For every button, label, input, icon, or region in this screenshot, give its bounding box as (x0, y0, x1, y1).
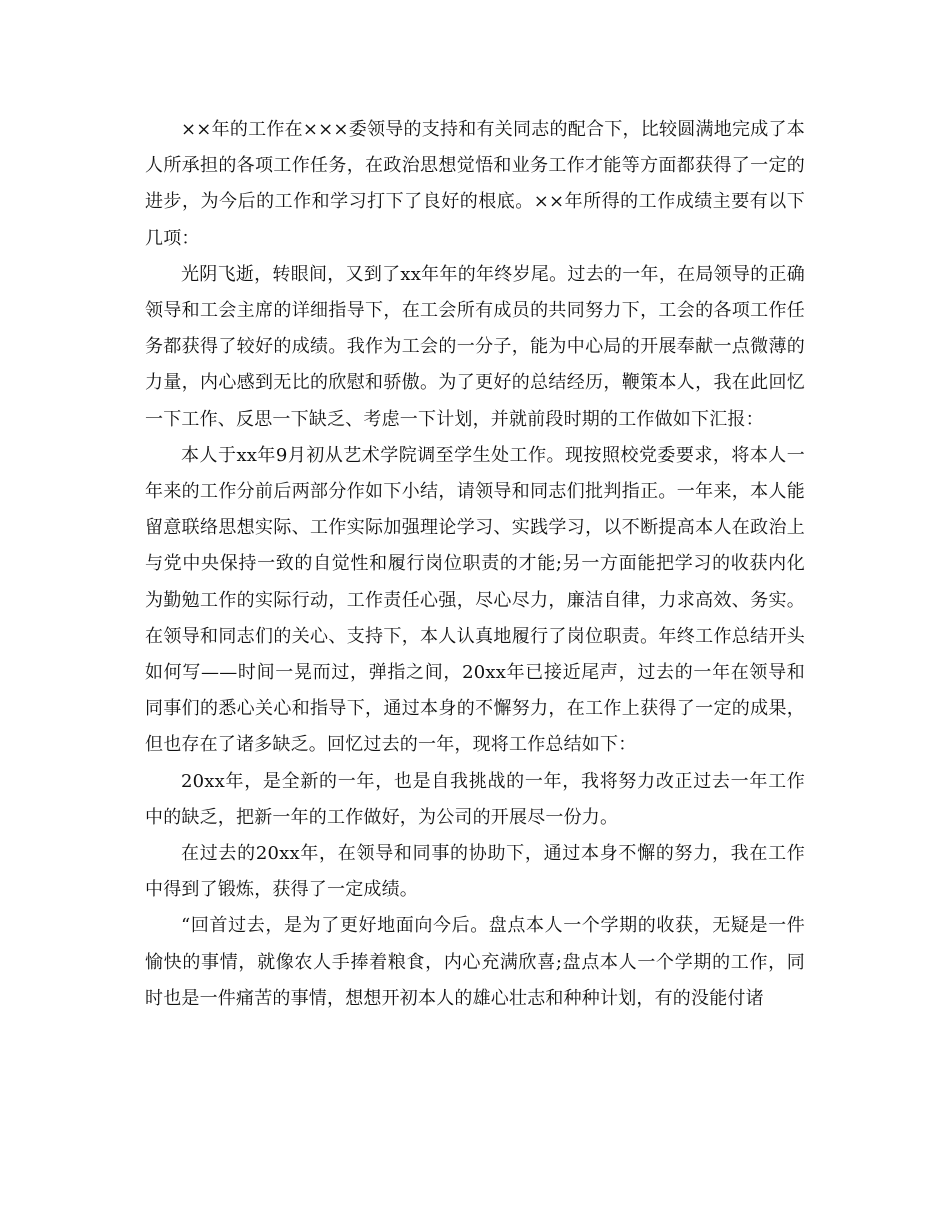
paragraph-2: 光阴飞逝，转眼间，又到了xx年年的年终岁尾。过去的一年，在局领导的正确领导和工会主席的详细指导下，在工会所有成员的共同努力下，工会的各项工作任务都获得了较好的成绩。我作为工会的一分子，能为中心局的开展奉献一点微薄的力量，内心感到无比的欣慰和骄傲。为了更好的总结经历，鞭策本人，我在此回忆一下工作、反思一下缺乏、考虑一下计划，并就前段时期的工作做如下汇报： (145, 263, 805, 430)
paragraph-1: ××年的工作在×××委领导的支持和有关同志的配合下，比较圆满地完成了本人所承担的各项工作任务，在政治思想觉悟和业务工作才能等方面都获得了一定的进步，为今后的工作和学习打下了良好的根底。××年所得的工作成绩主要有以下几项： (145, 119, 805, 249)
paragraph-4: 20xx年，是全新的一年，也是自我挑战的一年，我将努力改正过去一年工作中的缺乏，把新一年的工作做好，为公司的开展尽一份力。 (145, 770, 805, 828)
paragraph-6: “回首过去，是为了更好地面向今后。盘点本人一个学期的收获，无疑是一件愉快的事情，就像农人手捧着粮食，内心充满欣喜;盘点本人一个学期的工作，同时也是一件痛苦的事情，想想开初本人的雄心壮志和种种计划，有的没能付诸 (145, 915, 805, 1009)
document-body (145, 112, 805, 1017)
paragraph-5: 在过去的20xx年，在领导和同事的协助下，通过本身不懈的努力，我在工作中得到了锻炼，获得了一定成绩。 (145, 843, 805, 901)
paragraph-3: 本人于xx年9月初从艺术学院调至学生处工作。现按照校党委要求，将本人一年来的工作分前后两部分作如下小结，请领导和同志们批判指正。一年来，本人能留意联络思想实际、工作实际加强理论学习、实践学习，以不断提高本人在政治上与党中央保持一致的自觉性和履行岗位职责的才能;另一方面能把学习的收获内化为勤勉工作的实际行动，工作责任心强，尽心尽力，廉洁自律，力求高效、务实。在领导和同志们的关心、支持下，本人认真地履行了岗位职责。年终工作总结开头如何写——时间一晃而过，弹指之间，20xx年已接近尾声，过去的一年在领导和同事们的悉心关心和指导下，通过本身的不懈努力，在工作上获得了一定的成果，但也存在了诸多缺乏。回忆过去的一年，现将工作总结如下： (145, 444, 805, 756)
